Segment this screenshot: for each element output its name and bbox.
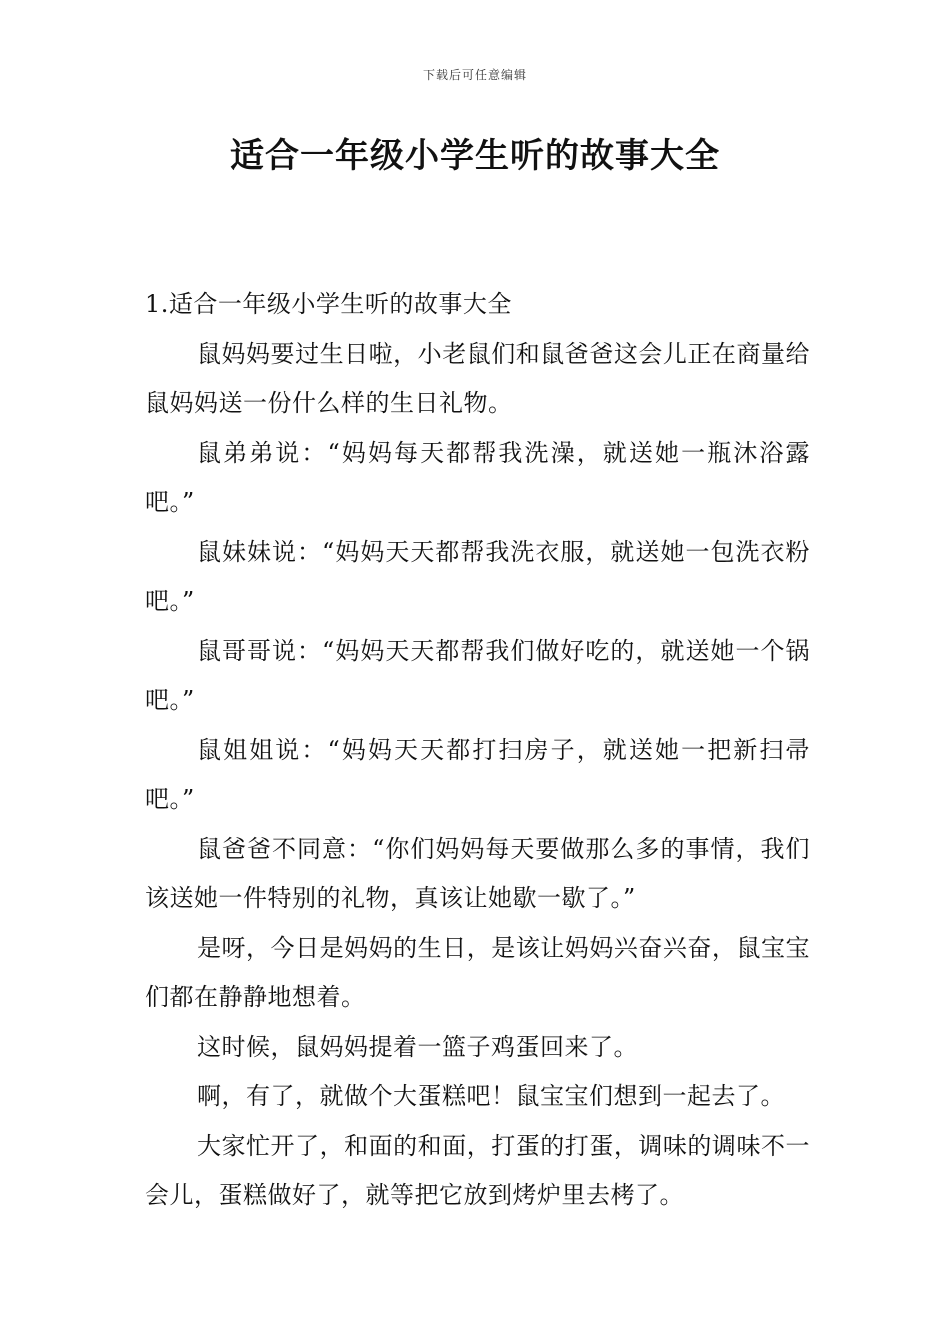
paragraph: 是呀，今日是妈妈的生日，是该让妈妈兴奋兴奋，鼠宝宝们都在静静地想着。: [145, 933, 810, 1011]
paragraph: 大家忙开了，和面的和面，打蛋的打蛋，调味的调味不一会儿，蛋糕做好了，就等把它放到烤炉里去栲了。: [145, 1131, 810, 1209]
document-title: 适合一年级小学生听的故事大全: [230, 136, 720, 176]
paragraph: 鼠哥哥说：“妈妈天天都帮我们做好吃的，就送她一个锅吧。”: [145, 636, 810, 714]
paragraph: 鼠弟弟说：“妈妈每天都帮我洗澡，就送她一瓶沐浴露吧。”: [145, 438, 810, 516]
paragraph: 鼠妹妹说：“妈妈天天都帮我洗衣服，就送她一包洗衣粉吧。”: [145, 537, 810, 615]
paragraph: 这时候，鼠妈妈提着一篮子鸡蛋回来了。: [197, 1032, 638, 1061]
document-body: [145, 280, 810, 1221]
header-note: 下载后可任意编辑: [422, 68, 527, 82]
paragraph: 鼠爸爸不同意：“你们妈妈每天要做那么多的事情，我们该送她一件特别的礼物，真该让她歇一歇了。”: [145, 834, 810, 912]
paragraph: 鼠姐姐说：“妈妈天天都打扫房子，就送她一把新扫帚吧。”: [145, 735, 810, 813]
paragraph: 鼠妈妈要过生日啦，小老鼠们和鼠爸爸这会儿正在商量给鼠妈妈送一份什么样的生日礼物。: [145, 339, 810, 417]
paragraph: 啊，有了，就做个大蛋糕吧！鼠宝宝们想到一起去了。: [197, 1082, 785, 1110]
section-heading: 1.适合一年级小学生听的故事大全: [145, 290, 512, 318]
